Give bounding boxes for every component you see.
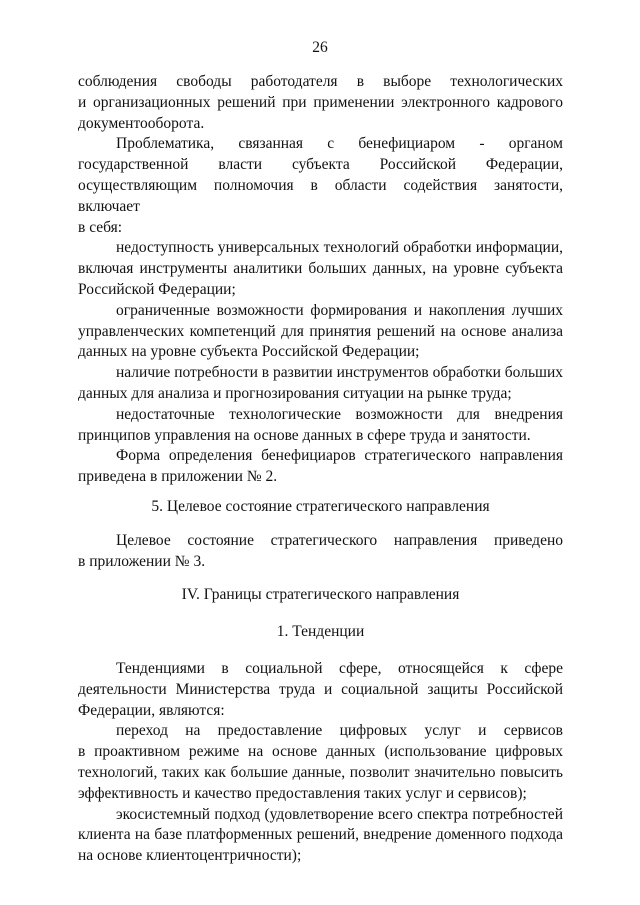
text-line: наличие потребности в развитии инструментов обработки больших <box>116 364 563 382</box>
text-line: недостаточные технологические возможности для внедрения <box>116 405 563 423</box>
document-body <box>78 72 563 867</box>
text-line: Федерации, являются: <box>78 701 225 719</box>
paragraph <box>78 72 563 134</box>
subsection-heading-trends: 1. Тенденции <box>276 623 365 641</box>
chapter-heading-boundaries: IV. Границы стратегического направления <box>181 586 460 604</box>
paragraph <box>78 721 563 804</box>
text-line: деятельности Министерства труда и социальной защиты Российской <box>78 680 563 698</box>
text-line: данных для анализа и прогнозирования ситуации на рынке труда; <box>78 384 512 402</box>
text-line: соблюдения свободы работодателя в выборе технологических <box>78 73 563 90</box>
section-heading-target-state: 5. Целевое состояние стратегического направления <box>151 497 490 515</box>
text-line: Проблематика, связанная с бенефициаром - органом <box>116 135 563 153</box>
text-line: клиента на базе платформенных решений, внедрение доменного подхода <box>78 826 563 844</box>
text-line: Форма определения бенефициаров стратегического направления <box>116 447 563 465</box>
text-line: данных на уровне субъекта Российской Федерации; <box>78 343 420 361</box>
text-line: управленческих компетенций для принятия решений на основе анализа <box>78 322 563 340</box>
paragraph <box>78 363 563 405</box>
paragraph <box>78 301 563 363</box>
paragraphs-bottom <box>78 659 563 867</box>
paragraph <box>78 134 563 238</box>
text-line: государственной власти субъекта Российской Федерации, <box>78 156 563 174</box>
paragraph <box>78 659 563 721</box>
paragraph <box>78 531 563 573</box>
text-line: в приложении № 3. <box>78 552 206 570</box>
text-line: экосистемный подход (удовлетворение всего спектра потребностей <box>116 805 563 823</box>
text-line: принципов управления на основе данных в сфере труда и занятости. <box>78 426 531 444</box>
paragraph <box>78 405 563 447</box>
page-number: 26 <box>312 39 328 56</box>
text-line: в себя: <box>78 218 123 236</box>
text-line: приведена в приложении № 2. <box>78 468 278 486</box>
text-line: на основе клиентоцентричности); <box>78 847 302 865</box>
text-line: Целевое состояние стратегического направления приведено <box>116 531 563 549</box>
paragraphs-top <box>78 72 563 488</box>
text-line: Российской Федерации; <box>78 280 236 298</box>
text-line: недоступность универсальных технологий обработки информации, <box>116 239 563 257</box>
text-line: Тенденциями в социальной сфере, относящейся к сфере <box>116 659 563 677</box>
text-line: ограниченные возможности формирования и накопления лучших <box>116 301 563 319</box>
text-line: документооборота. <box>78 114 205 132</box>
text-line: в проактивном режиме на основе данных (использование цифровых <box>78 743 563 761</box>
paragraph <box>78 805 563 867</box>
text-line: включая инструменты аналитики больших данных, на уровне субъекта <box>78 260 563 278</box>
text-line: и организационных решений при применении электронного кадрового <box>78 93 563 111</box>
text-line: технологий, таких как большие данные, позволит значительно повысить <box>78 763 563 781</box>
paragraph <box>78 446 563 488</box>
text-line: эффективность и качество предоставления таких услуг и сервисов); <box>78 784 527 802</box>
text-line: переход на предоставление цифровых услуг и сервисов <box>116 722 563 740</box>
text-line: осуществляющим полномочия в области содействия занятости, включает <box>78 176 563 215</box>
paragraph <box>78 238 563 300</box>
paragraphs-middle <box>78 531 563 573</box>
